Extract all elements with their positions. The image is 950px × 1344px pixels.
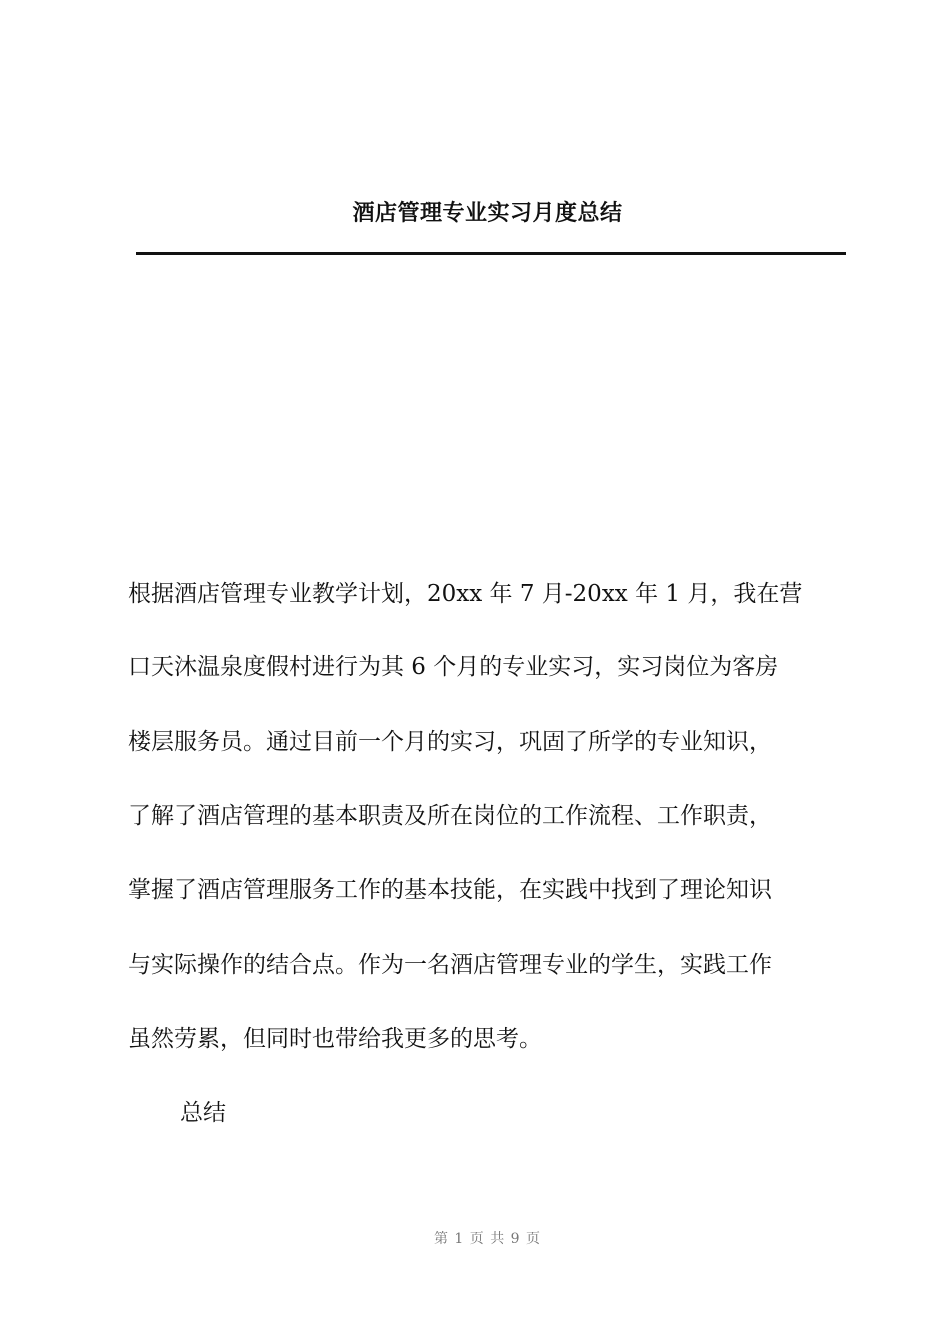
- paragraph-line: 虽然劳累，但同时也带给我更多的思考。: [128, 1026, 542, 1052]
- paragraph-line: 口天沐温泉度假村进行为其 6 个月的专业实习，实习岗位为客房: [128, 654, 779, 680]
- paragraph-line: 了解了酒店管理的基本职责及所在岗位的工作流程、工作职责，: [128, 803, 772, 829]
- paragraph-line: 楼层服务员。通过目前一个月的实习，巩固了所学的专业知识，: [128, 729, 772, 755]
- paragraph-line: 与实际操作的结合点。作为一名酒店管理专业的学生，实践工作: [128, 952, 772, 978]
- title-underline: [136, 252, 846, 255]
- document-title: 酒店管理专业实习月度总结: [352, 201, 623, 226]
- section-heading: 总结: [180, 1100, 226, 1126]
- page-number-footer: 第 1 页 共 9 页: [433, 1231, 542, 1247]
- paragraph-line: 掌握了酒店管理服务工作的基本技能，在实践中找到了理论知识: [128, 877, 772, 903]
- paragraph-line: 根据酒店管理专业教学计划，20xx 年 7 月-20xx 年 1 月，我在营: [128, 581, 803, 607]
